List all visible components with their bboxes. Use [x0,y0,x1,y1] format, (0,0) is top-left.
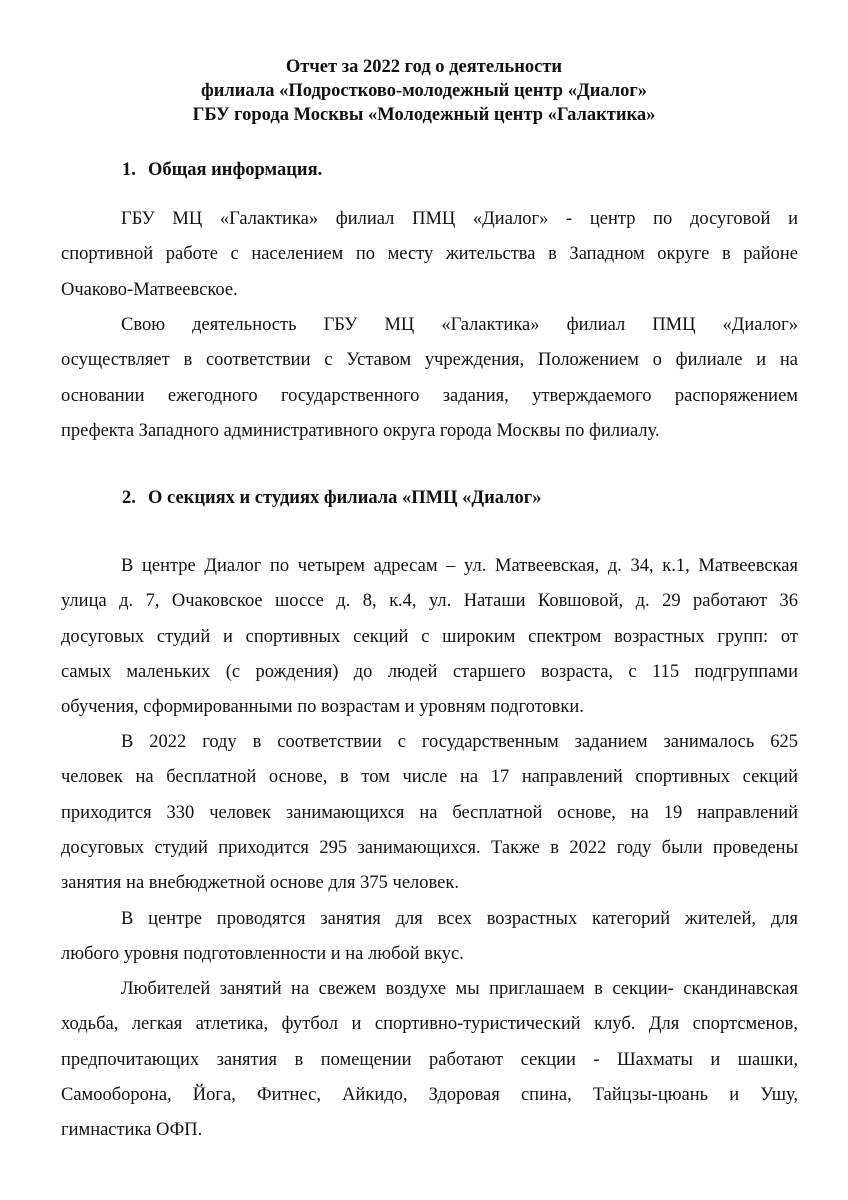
text-line: В центре Диалог по четырем адресам – ул. Матвеевская, д. 34, к.1, Матвеевская [121,556,798,576]
title-line: ГБУ города Москвы «Молодежный центр «Галактика» [192,105,656,125]
text-line: занятия на внебюджетной основе для 375 человек. [61,873,459,894]
title-line: филиала «Подростково-молодежный центр «Диалог» [200,81,648,101]
text-line: ходьба, легкая атлетика, футбол и спортивно-туристический клуб. Для спортсменов, [61,1014,798,1035]
text-line: осуществляет в соответствии с Уставом учреждения, Положением о филиале и на [61,350,798,371]
section-heading [122,158,322,182]
text-line: досуговых студий приходится 295 занимающихся. Также в 2022 году были проведены [61,837,798,858]
text-line: предпочитающих занятия в помещении работают секции - Шахматы и шашки, [61,1049,798,1070]
text-line: Очаково-Матвеевское. [61,279,238,300]
section-title: Общая информация. [148,160,323,180]
text-line: основании ежегодного государственного задания, утверждаемого распоряжением [61,385,798,406]
text-line: любого уровня подготовленности и на любой вкус. [61,944,464,965]
text-line: приходится 330 человек занимающихся на бесплатной основе, на 19 направлений [61,802,798,823]
paragraph [61,725,798,901]
text-line: Любителей занятий на свежем воздухе мы приглашаем в секции- скандинавская [121,979,798,999]
text-line: человек на бесплатной основе, в том числе на 17 направлений спортивных секций [61,767,798,788]
text-line: самых маленьких (с рождения) до людей старшего возраста, с 115 подгруппами [61,661,798,682]
paragraph [61,972,798,1148]
title-line: Отчет за 2022 год о деятельности [285,57,563,77]
section-title: О секциях и студиях филиала «ПМЦ «Диалог» [148,488,542,508]
text-line: ГБУ МЦ «Галактика» филиал ПМЦ «Диалог» - центр по досуговой и [121,209,798,229]
section-number: 1. [122,160,136,180]
paragraph [61,308,798,449]
paragraph [61,902,798,973]
paragraph [61,549,798,725]
text-line: префекта Западного административного округа города Москвы по филиалу. [61,420,660,441]
text-line: Свою деятельность ГБУ МЦ «Галактика» филиал ПМЦ «Диалог» [121,315,798,335]
section-heading [122,486,541,510]
text-line: В 2022 году в соответствии с государственным заданием занималось 625 [121,732,798,752]
text-line: обучения, сформированными по возрастам и уровням подготовки. [61,697,584,718]
text-line: Самооборона, Йога, Фитнес, Айкидо, Здоровая спина, Тайцзы-цюань и Ушу, [61,1084,798,1105]
document-title [60,55,788,127]
text-line: спортивной работе с населением по месту жительства в Западном округе в районе [61,244,798,265]
text-line: досуговых студий и спортивных секций с широким спектром возрастных групп: от [61,626,798,647]
text-line: В центре проводятся занятия для всех возрастных категорий жителей, для [121,909,798,929]
text-line: улица д. 7, Очаковское шоссе д. 8, к.4, ул. Наташи Ковшовой, д. 29 работают 36 [61,591,798,612]
paragraph [61,202,798,308]
text-line: гимнастика ОФП. [61,1120,203,1141]
section-number: 2. [122,488,136,508]
